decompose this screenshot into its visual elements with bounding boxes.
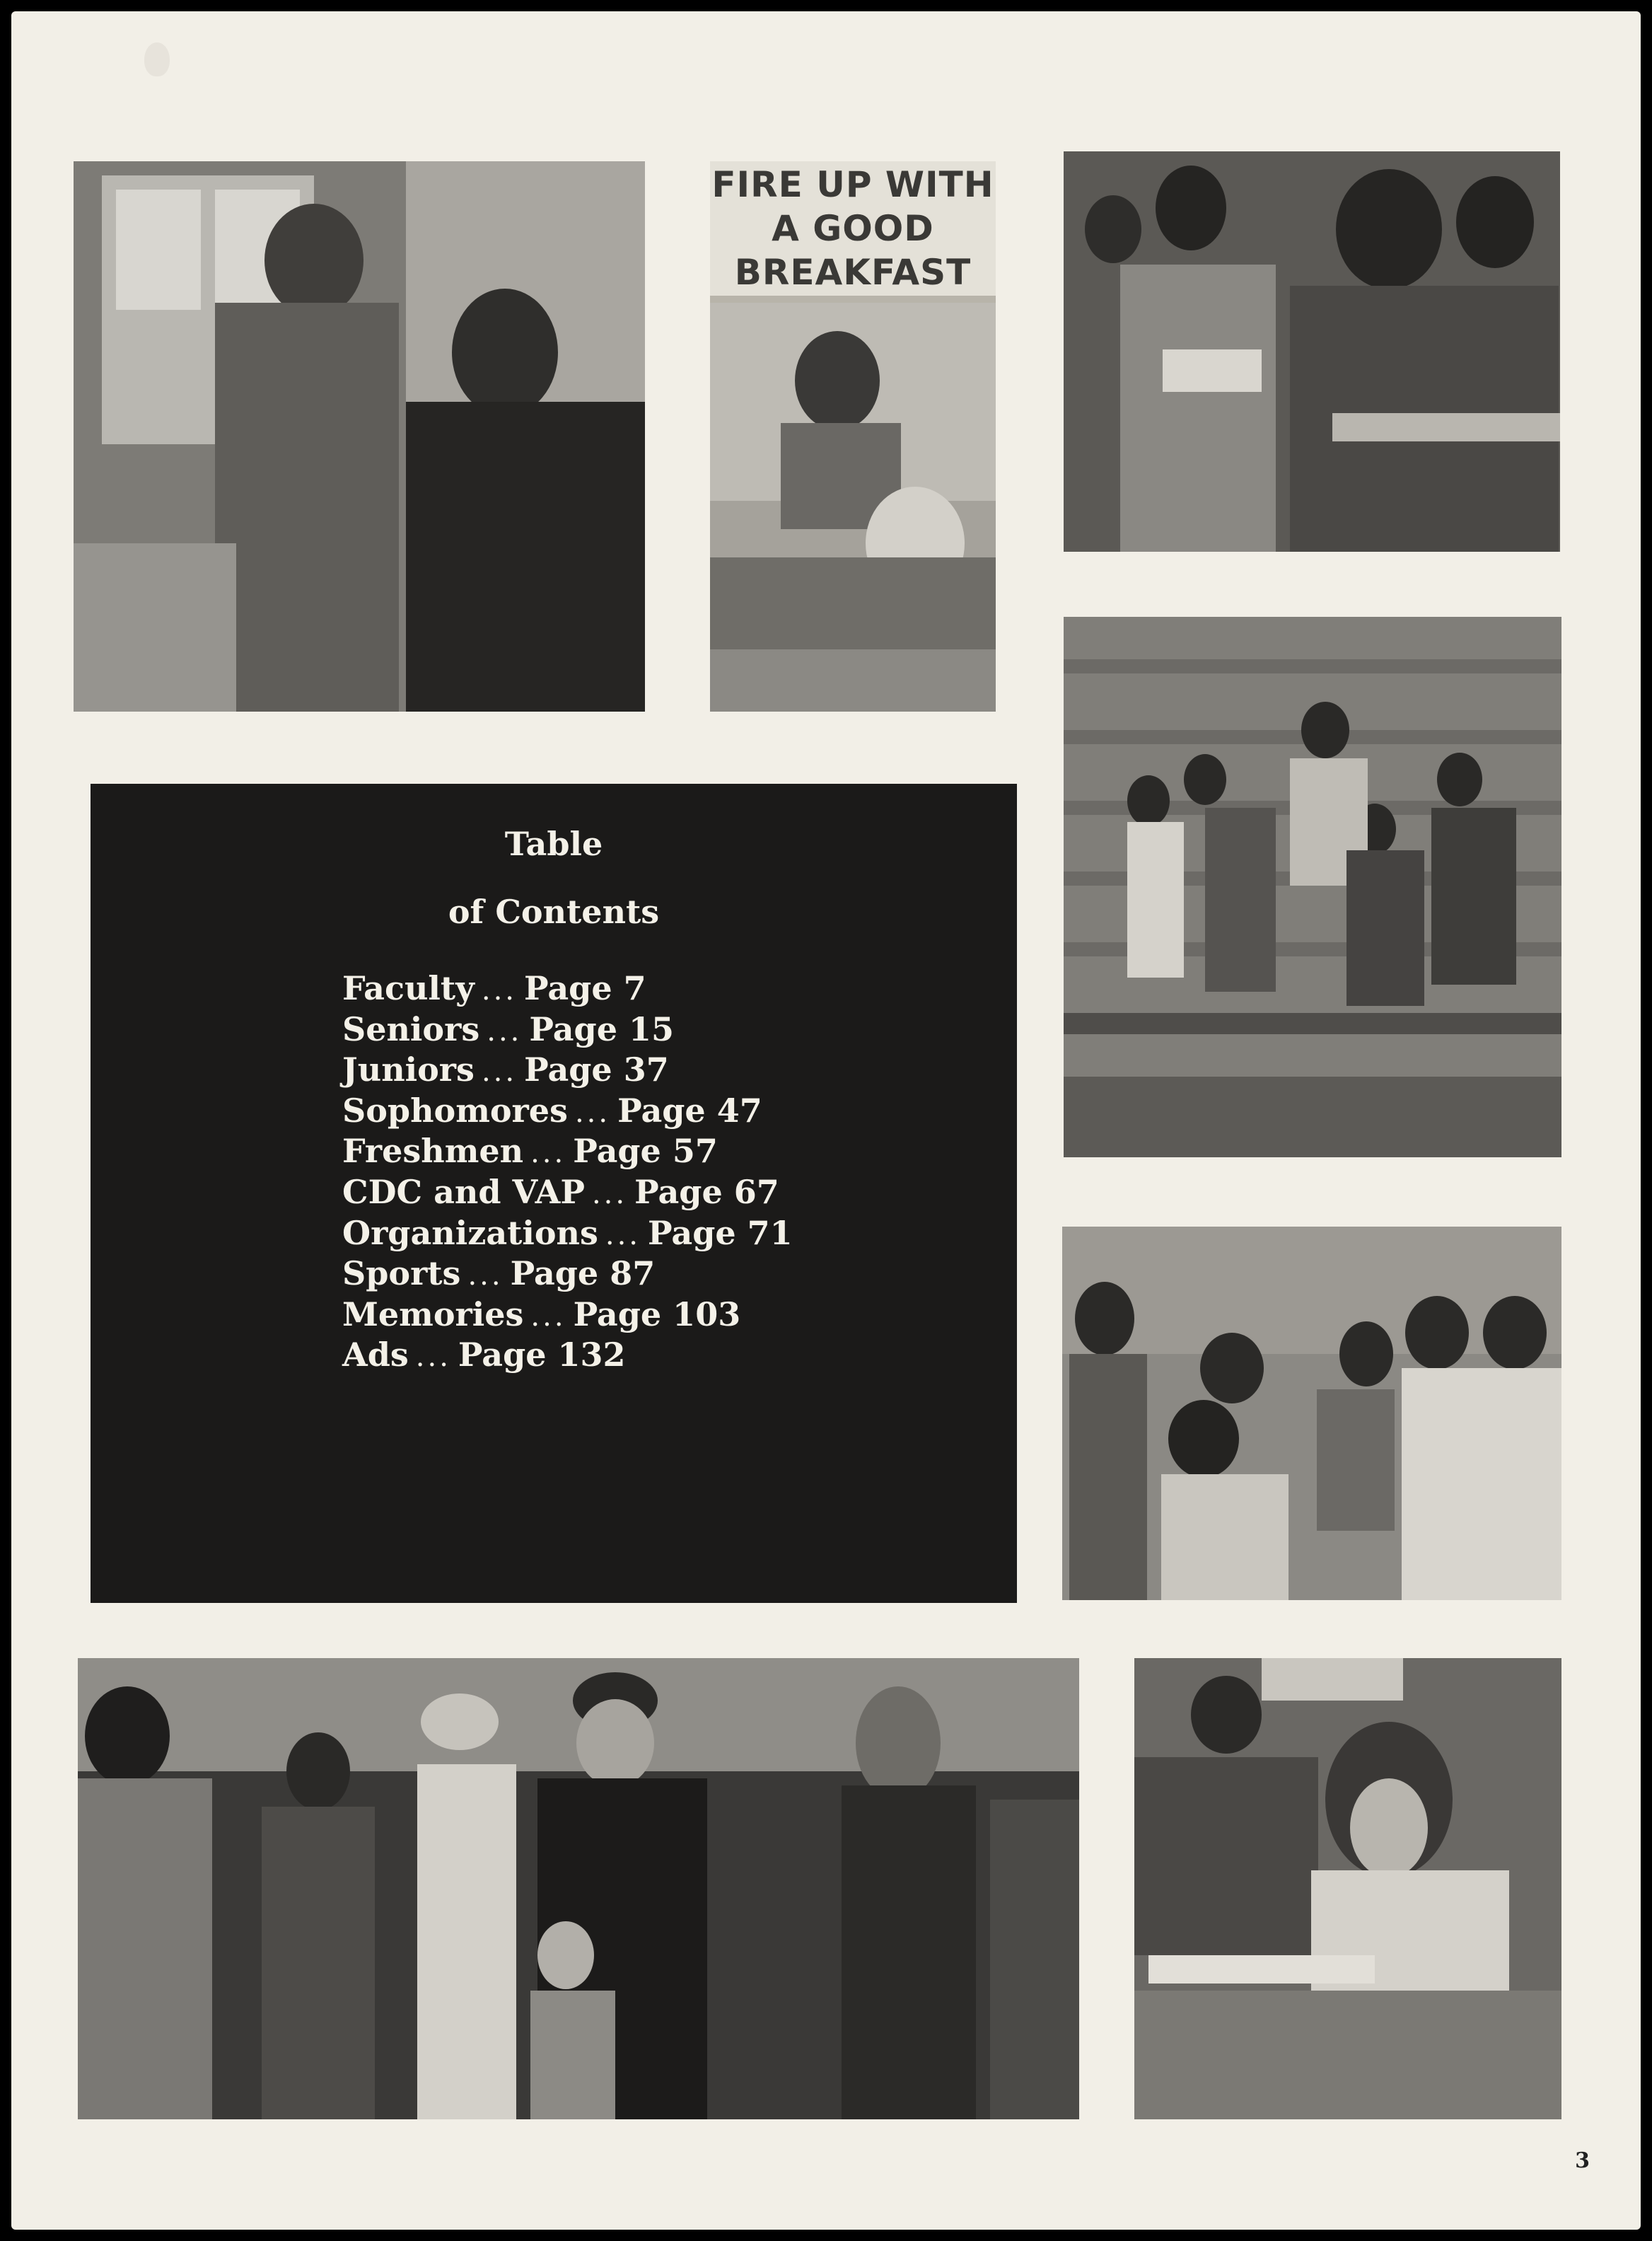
toc-entry-faculty: Faculty ... Page 7 [342, 969, 646, 1007]
photo-crowd-gathering [78, 1658, 1079, 2119]
photo-students-on-bleachers [1064, 617, 1561, 1157]
toc-entry-organizations: Organizations ... Page 71 [342, 1213, 793, 1252]
toc-list [342, 969, 793, 1377]
toc-entry-ads: Ads ... Page 132 [342, 1336, 626, 1374]
photo-classroom-students [1064, 151, 1560, 552]
photo-breakfast-sign [710, 161, 996, 712]
toc-entry-seniors: Seniors ... Page 15 [342, 1009, 675, 1048]
toc-entry-sports: Sports ... Page 87 [342, 1254, 656, 1293]
page-number: 3 [1575, 2148, 1590, 2173]
table-of-contents [91, 784, 1017, 1603]
toc-entry-juniors: Juniors ... Page 37 [342, 1050, 669, 1089]
toc-entry-sophomores: Sophomores ... Page 47 [342, 1091, 762, 1130]
corner-mark [144, 42, 170, 76]
photo-student-at-desk [1134, 1658, 1561, 2119]
toc-entry-memories: Memories ... Page 103 [342, 1295, 741, 1333]
sign-line-1: FIRE UP WITH [711, 164, 994, 205]
photo-group-on-floor [1062, 1227, 1561, 1600]
yearbook-page [11, 11, 1641, 2230]
toc-entry-cdc-and-vap: CDC and VAP ... Page 67 [342, 1172, 779, 1211]
toc-title-line-1: Table [504, 825, 603, 863]
photo-students-at-window [74, 161, 645, 712]
sign-line-2: A GOOD [772, 208, 934, 249]
breakfast-sign [710, 161, 996, 303]
toc-entry-freshmen: Freshmen ... Page 57 [342, 1132, 718, 1171]
sign-line-3: BREAKFAST [734, 252, 972, 293]
toc-title-line-2: of Contents [448, 893, 660, 931]
